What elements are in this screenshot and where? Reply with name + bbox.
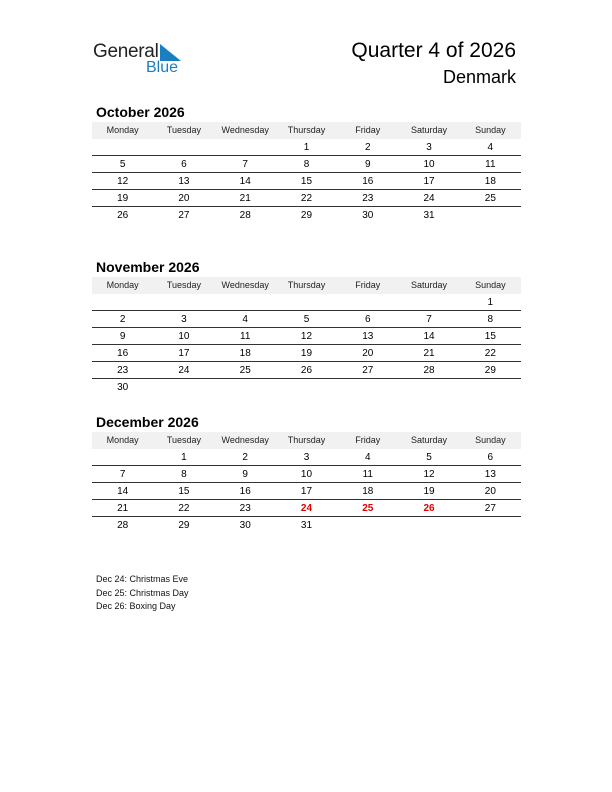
empty-day-cell (337, 517, 398, 534)
day-cell: 21 (239, 193, 251, 204)
weekday-header-row (92, 122, 521, 139)
week-row (92, 328, 521, 345)
weekday-label: Tuesday (166, 280, 202, 290)
week-row (92, 190, 521, 207)
day-cell: 13 (362, 331, 374, 342)
month-title: November 2026 (96, 259, 200, 275)
day-cell: 17 (300, 486, 313, 497)
empty-day-cell (337, 294, 398, 310)
day-cell: 19 (300, 348, 313, 359)
day-cell: 20 (484, 486, 496, 497)
day-cell: 12 (423, 469, 435, 480)
empty-day-cell (460, 207, 521, 224)
empty-day-cell (276, 294, 337, 310)
empty-day-cell (153, 139, 214, 155)
weekday-label: Monday (106, 280, 139, 290)
weekday-label: Wednesday (221, 435, 269, 445)
day-cell: 30 (239, 520, 251, 531)
day-cell: 7 (242, 159, 248, 170)
day-cell: 17 (423, 176, 435, 187)
day-cell: 22 (484, 348, 496, 359)
day-cell: 5 (426, 452, 432, 463)
weekday-label: Friday (355, 280, 381, 290)
empty-day-cell (215, 294, 276, 310)
empty-day-cell (276, 379, 337, 396)
day-cell: 16 (239, 486, 251, 497)
day-cell: 28 (423, 365, 435, 376)
logo-text-general: General (93, 41, 159, 62)
week-row (92, 483, 521, 500)
empty-day-cell (92, 294, 153, 310)
day-cell: 29 (484, 365, 496, 376)
day-cell: 24 (300, 503, 313, 514)
day-cell: 15 (178, 486, 190, 497)
day-cell: 23 (239, 503, 251, 514)
week-row (92, 345, 521, 362)
week-row (92, 156, 521, 173)
day-cell: 11 (362, 469, 373, 480)
brand-logo (93, 40, 193, 80)
holiday-item: Dec 24: Christmas Eve (96, 574, 189, 584)
day-cell: 15 (300, 176, 313, 187)
day-cell: 9 (364, 159, 371, 170)
day-cell: 30 (362, 210, 374, 221)
day-cell: 27 (178, 210, 190, 221)
day-cell: 25 (484, 193, 496, 204)
empty-day-cell (153, 294, 214, 310)
empty-day-cell (337, 379, 398, 396)
day-cell: 19 (117, 193, 129, 204)
day-cell: 31 (423, 210, 435, 221)
week-row (92, 466, 521, 483)
day-cell: 20 (362, 348, 374, 359)
week-row (92, 294, 521, 311)
empty-day-cell (398, 294, 459, 310)
day-cell: 6 (487, 452, 494, 463)
weekday-label: Sunday (475, 435, 506, 445)
weekday-header-row (92, 277, 521, 294)
day-cell: 1 (303, 142, 310, 153)
week-row (92, 500, 521, 517)
day-cell: 12 (117, 176, 129, 187)
day-cell: 18 (362, 486, 374, 497)
month-calendar (92, 413, 521, 534)
day-cell: 9 (242, 469, 248, 480)
day-cell: 9 (119, 331, 126, 342)
empty-day-cell (92, 449, 153, 465)
day-cell: 3 (181, 314, 187, 325)
empty-day-cell (215, 139, 276, 155)
day-cell: 2 (119, 314, 126, 325)
weekday-label: Wednesday (221, 125, 269, 135)
day-cell: 19 (423, 486, 435, 497)
day-cell: 2 (242, 452, 248, 463)
weekday-label: Monday (106, 435, 139, 445)
weekday-label: Tuesday (166, 435, 202, 445)
day-cell: 14 (117, 486, 129, 497)
day-cell: 4 (487, 142, 494, 153)
day-cell: 28 (239, 210, 251, 221)
day-cell: 14 (423, 331, 435, 342)
day-cell: 5 (119, 159, 126, 170)
day-cell: 23 (117, 365, 129, 376)
day-cell: 24 (423, 193, 435, 204)
day-cell: 2 (364, 142, 371, 153)
day-cell: 25 (362, 503, 374, 514)
day-cell: 26 (423, 503, 435, 514)
empty-day-cell (398, 379, 459, 396)
day-cell: 1 (181, 452, 187, 463)
day-cell: 16 (117, 348, 129, 359)
empty-day-cell (460, 379, 521, 396)
weekday-label: Saturday (411, 280, 448, 290)
day-cell: 6 (364, 314, 371, 325)
day-cell: 29 (300, 210, 313, 221)
weekday-label: Sunday (475, 280, 506, 290)
day-cell: 4 (364, 452, 371, 463)
day-cell: 22 (300, 193, 313, 204)
day-cell: 15 (484, 331, 496, 342)
day-cell: 22 (178, 503, 190, 514)
day-cell: 17 (178, 348, 190, 359)
day-cell: 10 (423, 159, 435, 170)
day-cell: 11 (240, 331, 251, 342)
day-cell: 7 (119, 469, 126, 480)
day-cell: 13 (484, 469, 496, 480)
day-cell: 1 (487, 297, 494, 308)
weekday-label: Thursday (287, 125, 326, 135)
logo-text-blue: Blue (146, 59, 179, 76)
day-cell: 13 (178, 176, 190, 187)
day-cell: 21 (117, 503, 129, 514)
day-cell: 30 (117, 382, 129, 393)
weekday-label: Wednesday (221, 280, 269, 290)
day-cell: 29 (178, 520, 190, 531)
weekday-header-row (92, 432, 521, 449)
day-cell: 31 (300, 520, 313, 531)
day-cell: 8 (303, 159, 310, 170)
empty-day-cell (92, 139, 153, 155)
day-cell: 18 (484, 176, 496, 187)
week-row (92, 173, 521, 190)
country-name: Denmark (442, 67, 516, 87)
week-row (92, 207, 521, 224)
day-cell: 28 (117, 520, 129, 531)
holiday-item: Dec 26: Boxing Day (96, 601, 176, 611)
empty-day-cell (398, 517, 459, 534)
weekday-label: Saturday (411, 125, 448, 135)
week-row (92, 517, 521, 534)
day-cell: 23 (362, 193, 374, 204)
day-cell: 14 (239, 176, 251, 187)
day-cell: 10 (178, 331, 190, 342)
holiday-list (96, 573, 189, 614)
day-cell: 25 (239, 365, 251, 376)
weekday-label: Thursday (287, 280, 326, 290)
day-cell: 11 (485, 159, 496, 170)
day-cell: 4 (242, 314, 248, 325)
day-cell: 27 (362, 365, 374, 376)
empty-day-cell (215, 379, 276, 396)
month-calendar (92, 103, 521, 224)
day-cell: 8 (181, 469, 187, 480)
day-cell: 26 (300, 365, 313, 376)
week-row (92, 311, 521, 328)
day-cell: 18 (239, 348, 251, 359)
weekday-label: Tuesday (166, 125, 202, 135)
day-cell: 24 (178, 365, 190, 376)
weekday-label: Thursday (287, 435, 326, 445)
day-cell: 27 (484, 503, 496, 514)
day-cell: 16 (362, 176, 374, 187)
weekday-label: Monday (106, 125, 139, 135)
week-row (92, 379, 521, 396)
day-cell: 26 (117, 210, 129, 221)
empty-day-cell (460, 517, 521, 534)
month-calendar (92, 258, 521, 396)
weekday-label: Friday (355, 435, 381, 445)
day-cell: 3 (303, 452, 310, 463)
week-row (92, 139, 521, 156)
day-cell: 7 (426, 314, 432, 325)
weekday-label: Friday (355, 125, 381, 135)
week-row (92, 362, 521, 379)
week-row (92, 449, 521, 466)
day-cell: 6 (181, 159, 187, 170)
day-cell: 12 (300, 331, 313, 342)
day-cell: 21 (423, 348, 435, 359)
month-title: December 2026 (96, 414, 199, 430)
day-cell: 5 (303, 314, 310, 325)
weekday-label: Saturday (411, 435, 448, 445)
day-cell: 8 (487, 314, 494, 325)
empty-day-cell (153, 379, 214, 396)
day-cell: 20 (178, 193, 190, 204)
day-cell: 3 (426, 142, 432, 153)
page-title: Quarter 4 of 2026 (351, 39, 516, 62)
weekday-label: Sunday (475, 125, 506, 135)
holiday-item: Dec 25: Christmas Day (96, 587, 189, 598)
month-title: October 2026 (96, 104, 185, 120)
day-cell: 10 (300, 469, 313, 480)
